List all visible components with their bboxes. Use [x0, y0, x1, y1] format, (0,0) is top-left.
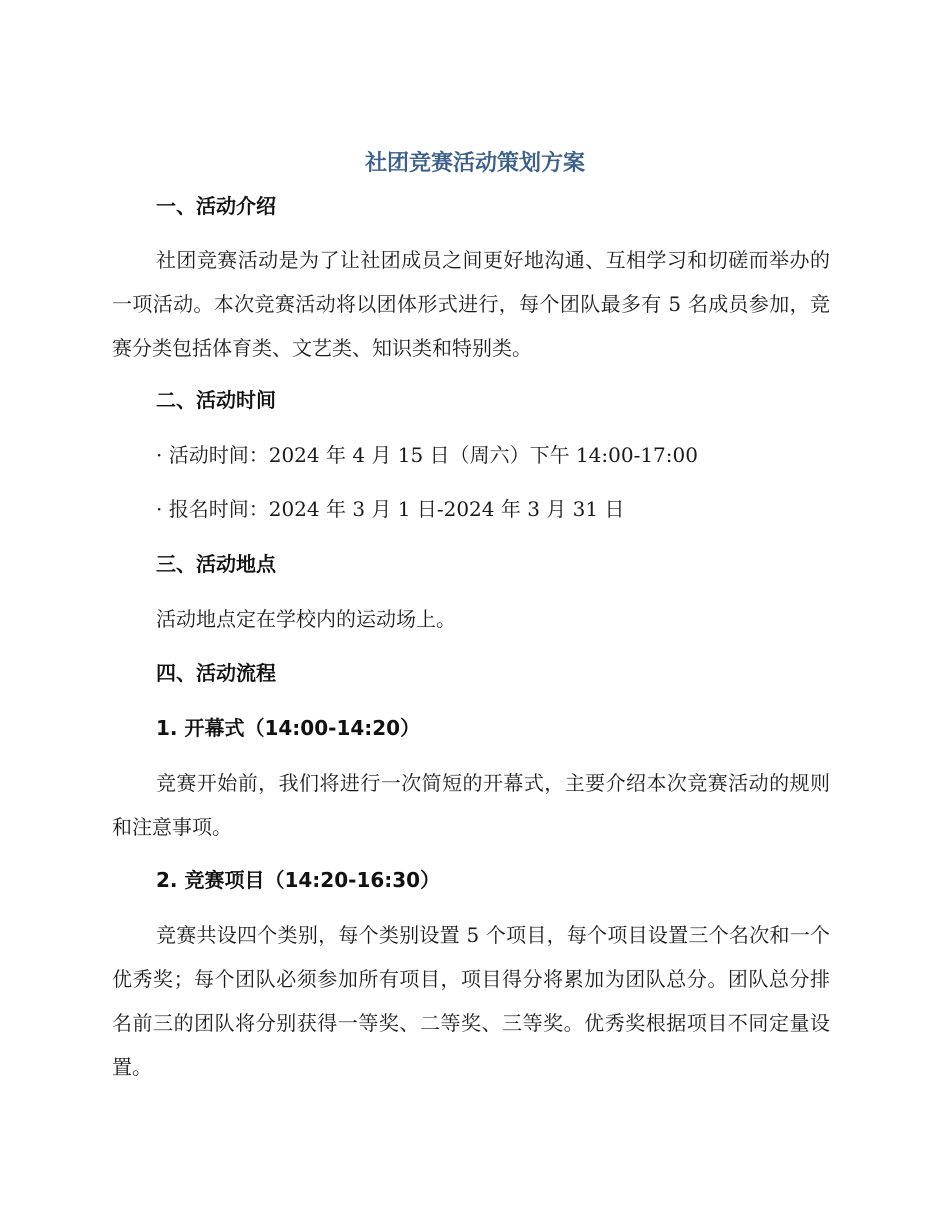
section-heading-location: 三、活动地点: [156, 552, 276, 576]
document-title: 社团竞赛活动策划方案: [364, 151, 585, 176]
subsection-heading-opening: 1. 开幕式（14:00-14:20）: [156, 716, 421, 740]
section-heading-intro: 一、活动介绍: [156, 194, 276, 218]
list-item-event-time: · 活动时间：2024 年 4 月 15 日（周六）下午 14:00-17:00: [156, 443, 698, 467]
paragraph-location: 活动地点定在学校内的运动场上。: [156, 607, 456, 631]
section-heading-process: 四、活动流程: [156, 661, 276, 685]
paragraph-competition: 竞赛共设四个类别，每个类别设置 5 个项目，每个项目设置三个名次和一个优秀奖；每个团队必须参加所有项目，项目得分将累加为团队总分。团队总分排名前三的团队将分别获得一等奖、二等奖、三等奖。优秀奖根据项目不同定量设置。: [112, 923, 830, 1079]
list-item-registration-time: · 报名时间：2024 年 3 月 1 日-2024 年 3 月 31 日: [156, 497, 625, 521]
paragraph-opening: 竞赛开始前，我们将进行一次简短的开幕式，主要介绍本次竞赛活动的规则和注意事项。: [112, 771, 830, 839]
subsection-heading-competition: 2. 竞赛项目（14:20-16:30）: [156, 868, 441, 892]
section-heading-time: 二、活动时间: [156, 388, 276, 412]
paragraph-intro: 社团竞赛活动是为了让社团成员之间更好地沟通、互相学习和切磋而举办的一项活动。本次竞赛活动将以团体形式进行，每个团队最多有 5 名成员参加，竞赛分类包括体育类、文艺类、知识类和特别类。: [112, 248, 830, 360]
